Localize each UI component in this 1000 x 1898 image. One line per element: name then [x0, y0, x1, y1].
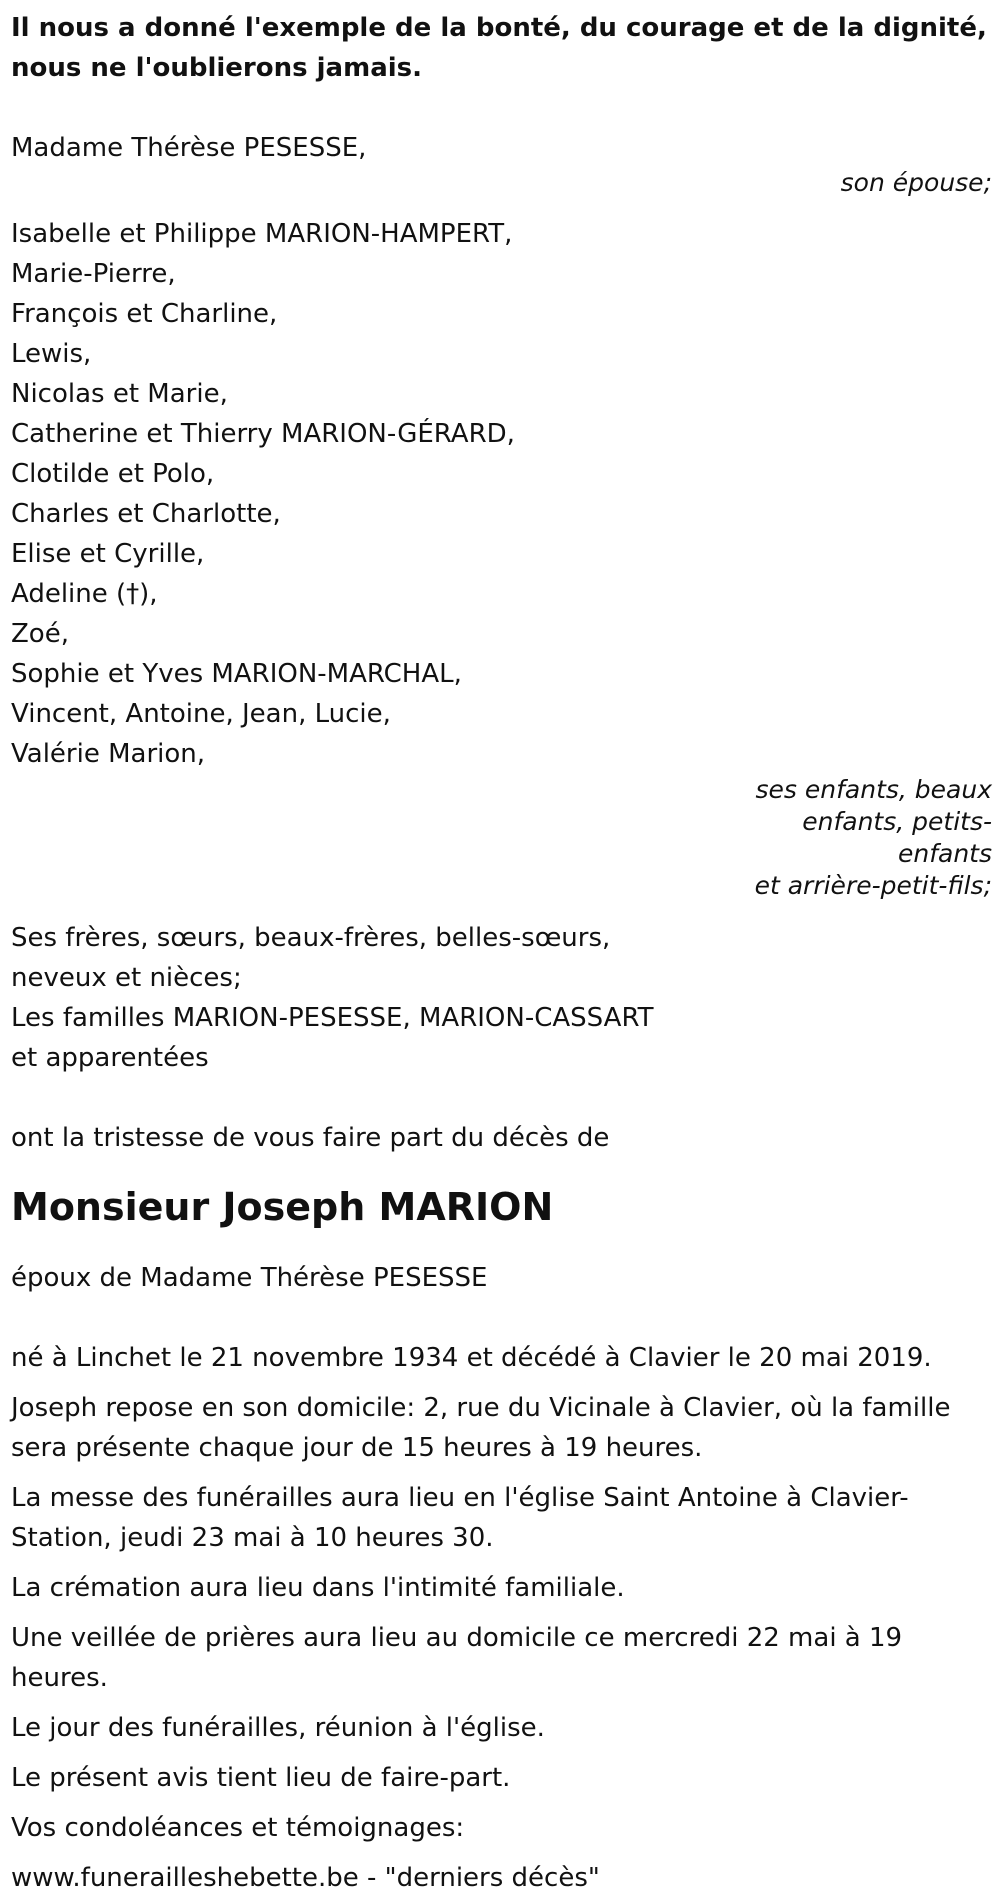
list-item: Clotilde et Polo, — [11, 459, 215, 489]
detail-paragraph: né à Linchet le 21 novembre 1934 et décédé à Clavier le 20 mai 2019. — [11, 1343, 932, 1373]
spacer — [11, 902, 994, 918]
list-item: et apparentées — [11, 1043, 209, 1073]
announcement: ont la tristesse de vous faire part du décès de — [11, 1123, 610, 1153]
list-item: Elise et Cyrille, — [11, 539, 205, 569]
list-item: Nicolas et Marie, — [11, 379, 228, 409]
children-role — [11, 774, 994, 902]
detail-paragraph: Une veillée de prières aura lieu au domicile ce mercredi 22 mai à 19 heures. — [11, 1623, 903, 1693]
list-item: neveux et nièces; — [11, 963, 242, 993]
spacer — [11, 88, 994, 128]
list-item: Catherine et Thierry MARION-GÉRARD, — [11, 419, 515, 449]
list-item: Sophie et Yves MARION-MARCHAL, — [11, 659, 462, 689]
detail-paragraph: Le présent avis tient lieu de faire-part. — [11, 1763, 511, 1793]
list-item: Charles et Charlotte, — [11, 499, 281, 529]
spacer — [11, 198, 994, 214]
motto-line-1: Il nous a donné l'exemple de la bonté, du courage et de la dignité, — [11, 13, 987, 43]
list-item: François et Charline, — [11, 299, 278, 329]
details — [11, 1338, 994, 1898]
list-item: Lewis, — [11, 339, 92, 369]
motto-line-2: nous ne l'oublierons jamais. — [11, 53, 422, 83]
children-list — [11, 214, 994, 774]
relatives-list — [11, 918, 994, 1078]
list-item: Adeline (†), — [11, 579, 158, 609]
children-role-part-2: et arrière-petit-fils; — [754, 871, 992, 900]
spouse-name: Madame Thérèse PESESSE, — [11, 133, 367, 163]
list-item: Zoé, — [11, 619, 69, 649]
website-link[interactable]: www.funerailleshebette.be - "derniers décès" — [11, 1863, 600, 1893]
detail-paragraph: La crémation aura lieu dans l'intimité familiale. — [11, 1573, 625, 1603]
spacer — [11, 1298, 994, 1338]
detail-paragraph: Joseph repose en son domicile: 2, rue du Vicinale à Clavier, où la famille sera présente chaque jour de 15 heures à 19 heures. — [11, 1393, 951, 1463]
list-item: Valérie Marion, — [11, 739, 206, 769]
list-item: Les familles MARION-PESESSE, MARION-CASSART — [11, 1003, 654, 1033]
detail-paragraph: La messe des funérailles aura lieu en l'église Saint Antoine à Clavier-Station, jeudi 23 mai à 10 heures 30. — [11, 1483, 909, 1553]
spouse-of: époux de Madame Thérèse PESESSE — [11, 1263, 488, 1293]
spacer — [11, 1078, 994, 1118]
list-item: Ses frères, sœurs, beaux-frères, belles-sœurs, — [11, 923, 611, 953]
list-item: Isabelle et Philippe MARION-HAMPERT, — [11, 219, 513, 249]
detail-paragraph: Le jour des funérailles, réunion à l'église. — [11, 1713, 545, 1743]
deceased-name: Monsieur Joseph MARION — [11, 1185, 554, 1229]
list-item: Vincent, Antoine, Jean, Lucie, — [11, 699, 391, 729]
list-item: Marie-Pierre, — [11, 259, 176, 289]
children-role-part-1: ses enfants, beaux enfants, petits-enfants — [755, 775, 992, 868]
spouse-role: son épouse; — [840, 168, 992, 197]
detail-paragraph: Vos condoléances et témoignages: — [11, 1813, 465, 1843]
